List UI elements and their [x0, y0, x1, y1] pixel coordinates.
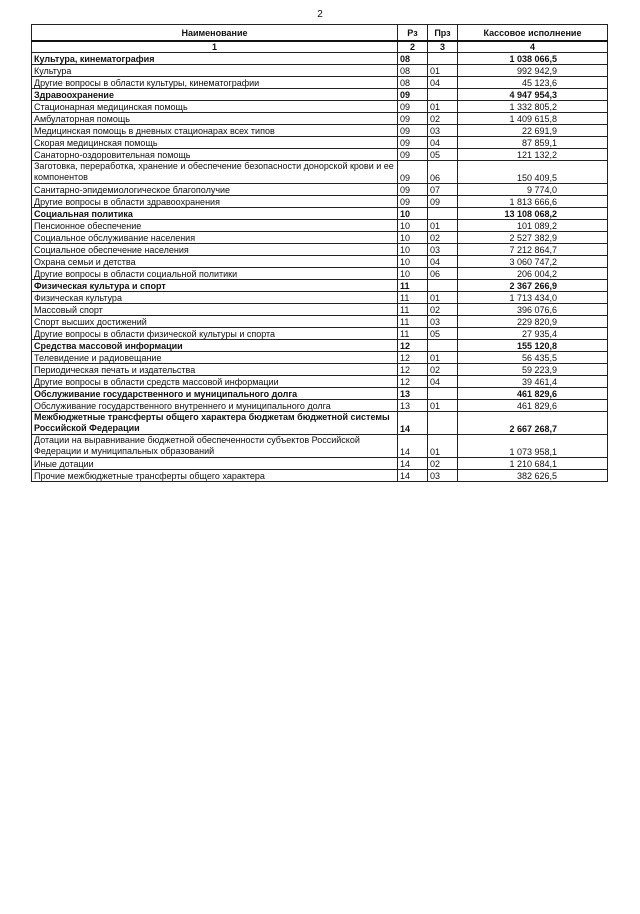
header-name: Наименование — [32, 25, 398, 42]
row-prz-cell: 06 — [428, 268, 458, 280]
row-prz-cell: 04 — [428, 256, 458, 268]
row-rz-cell: 09 — [398, 161, 428, 184]
row-rz-cell: 10 — [398, 268, 428, 280]
row-rz-cell: 09 — [398, 113, 428, 125]
table-row — [32, 458, 608, 470]
row-name-cell: Межбюджетные трансферты общего характера бюджетам бюджетной системы Российской Федерации — [32, 412, 398, 435]
row-rz-cell: 09 — [398, 149, 428, 161]
row-sum-cell: 1 210 684,1 — [458, 458, 608, 470]
row-sum-cell: 3 060 747,2 — [458, 256, 608, 268]
row-prz-cell: 04 — [428, 77, 458, 89]
row-prz-cell — [428, 388, 458, 400]
row-name-cell: Периодическая печать и издательства — [32, 364, 398, 376]
row-name-cell: Другие вопросы в области физической культуры и спорта — [32, 328, 398, 340]
row-rz-cell: 14 — [398, 458, 428, 470]
row-rz-cell: 08 — [398, 77, 428, 89]
table-row — [32, 268, 608, 280]
row-prz-cell: 06 — [428, 161, 458, 184]
row-name-cell: Медицинская помощь в дневных стационарах всех типов — [32, 125, 398, 137]
header-rz: Рз — [398, 25, 428, 42]
row-sum-cell: 1 038 066,5 — [458, 53, 608, 65]
row-name-cell: Пенсионное обеспечение — [32, 220, 398, 232]
row-sum-cell: 45 123,6 — [458, 77, 608, 89]
row-name-cell: Прочие межбюджетные трансферты общего характера — [32, 470, 398, 482]
row-prz-cell: 04 — [428, 376, 458, 388]
row-sum-cell: 992 942,9 — [458, 65, 608, 77]
row-rz-cell: 10 — [398, 232, 428, 244]
table-row — [32, 470, 608, 482]
row-prz-cell: 05 — [428, 328, 458, 340]
row-rz-cell: 13 — [398, 388, 428, 400]
table-row — [32, 101, 608, 113]
row-prz-cell — [428, 280, 458, 292]
row-name-cell: Здравоохранение — [32, 89, 398, 101]
row-rz-cell: 14 — [398, 435, 428, 458]
row-sum-cell: 461 829,6 — [458, 400, 608, 412]
table-section-row — [32, 89, 608, 101]
row-sum-cell: 396 076,6 — [458, 304, 608, 316]
row-prz-cell: 02 — [428, 458, 458, 470]
row-sum-cell: 59 223,9 — [458, 364, 608, 376]
row-rz-cell: 14 — [398, 412, 428, 435]
table-row — [32, 137, 608, 149]
row-name-cell: Другие вопросы в области культуры, кинематографии — [32, 77, 398, 89]
row-prz-cell: 02 — [428, 232, 458, 244]
row-rz-cell: 10 — [398, 208, 428, 220]
row-prz-cell: 02 — [428, 364, 458, 376]
row-sum-cell: 1 813 666,6 — [458, 196, 608, 208]
table-row — [32, 304, 608, 316]
page-number: 2 — [317, 9, 323, 20]
row-prz-cell — [428, 53, 458, 65]
table-section-row — [32, 340, 608, 352]
row-name-cell: Культура — [32, 65, 398, 77]
row-prz-cell: 03 — [428, 125, 458, 137]
row-rz-cell: 11 — [398, 316, 428, 328]
table-row — [32, 244, 608, 256]
row-prz-cell: 05 — [428, 149, 458, 161]
row-name-cell: Обслуживание государственного внутреннего и муниципального долга — [32, 400, 398, 412]
row-sum-cell: 2 527 382,9 — [458, 232, 608, 244]
row-name-cell: Иные дотации — [32, 458, 398, 470]
row-prz-cell: 01 — [428, 101, 458, 113]
row-rz-cell: 11 — [398, 292, 428, 304]
row-sum-cell: 229 820,9 — [458, 316, 608, 328]
row-name-cell: Заготовка, переработка, хранение и обеспечение безопасности донорской крови и ее компонентов — [32, 161, 398, 184]
table-row — [32, 352, 608, 364]
row-name-cell: Другие вопросы в области здравоохранения — [32, 196, 398, 208]
row-name-cell: Спорт высших достижений — [32, 316, 398, 328]
row-name-cell: Социальное обслуживание населения — [32, 232, 398, 244]
row-rz-cell: 09 — [398, 89, 428, 101]
table-row — [32, 149, 608, 161]
table-row — [32, 196, 608, 208]
row-sum-cell: 13 108 068,2 — [458, 208, 608, 220]
row-sum-cell: 206 004,2 — [458, 268, 608, 280]
table-header — [32, 25, 608, 53]
row-name-cell: Обслуживание государственного и муниципального долга — [32, 388, 398, 400]
table-row — [32, 435, 608, 458]
row-name-cell: Санитарно-эпидемиологическое благополучие — [32, 184, 398, 196]
row-rz-cell: 10 — [398, 244, 428, 256]
row-sum-cell: 22 691,9 — [458, 125, 608, 137]
table-body — [32, 53, 608, 482]
header-number: 1 — [32, 41, 398, 53]
row-sum-cell: 39 461,4 — [458, 376, 608, 388]
table-row — [32, 256, 608, 268]
row-sum-cell: 461 829,6 — [458, 388, 608, 400]
row-prz-cell: 01 — [428, 65, 458, 77]
table-section-row — [32, 388, 608, 400]
row-sum-cell: 155 120,8 — [458, 340, 608, 352]
row-prz-cell — [428, 412, 458, 435]
row-prz-cell: 02 — [428, 304, 458, 316]
row-name-cell: Телевидение и радиовещание — [32, 352, 398, 364]
row-prz-cell — [428, 89, 458, 101]
row-sum-cell: 1 409 615,8 — [458, 113, 608, 125]
row-rz-cell: 09 — [398, 125, 428, 137]
table-row — [32, 125, 608, 137]
row-prz-cell: 04 — [428, 137, 458, 149]
table-row — [32, 232, 608, 244]
table-row — [32, 77, 608, 89]
row-rz-cell: 13 — [398, 400, 428, 412]
table-row — [32, 184, 608, 196]
row-name-cell: Культура, кинематография — [32, 53, 398, 65]
row-rz-cell: 11 — [398, 328, 428, 340]
row-prz-cell — [428, 340, 458, 352]
table-section-row — [32, 280, 608, 292]
row-sum-cell: 121 132,2 — [458, 149, 608, 161]
row-name-cell: Физическая культура — [32, 292, 398, 304]
row-rz-cell: 14 — [398, 470, 428, 482]
row-name-cell: Санаторно-оздоровительная помощь — [32, 149, 398, 161]
row-prz-cell: 01 — [428, 435, 458, 458]
row-sum-cell: 1 332 805,2 — [458, 101, 608, 113]
row-name-cell: Дотации на выравнивание бюджетной обеспеченности субъектов Российской Федерации и муниципальных образований — [32, 435, 398, 458]
row-prz-cell: 01 — [428, 400, 458, 412]
row-name-cell: Амбулаторная помощь — [32, 113, 398, 125]
header-number: 4 — [458, 41, 608, 53]
row-prz-cell — [428, 208, 458, 220]
table-row — [32, 400, 608, 412]
header-number: 2 — [398, 41, 428, 53]
row-sum-cell: 87 859,1 — [458, 137, 608, 149]
table-row — [32, 113, 608, 125]
row-prz-cell: 03 — [428, 244, 458, 256]
table-section-row — [32, 53, 608, 65]
row-prz-cell: 03 — [428, 316, 458, 328]
row-name-cell: Другие вопросы в области социальной политики — [32, 268, 398, 280]
row-sum-cell: 101 089,2 — [458, 220, 608, 232]
row-name-cell: Массовый спорт — [32, 304, 398, 316]
row-sum-cell: 9 774,0 — [458, 184, 608, 196]
row-name-cell: Другие вопросы в области средств массовой информации — [32, 376, 398, 388]
row-rz-cell: 10 — [398, 256, 428, 268]
row-prz-cell: 09 — [428, 196, 458, 208]
row-rz-cell: 09 — [398, 137, 428, 149]
table-row — [32, 292, 608, 304]
row-prz-cell: 03 — [428, 470, 458, 482]
row-sum-cell: 7 212 864,7 — [458, 244, 608, 256]
row-sum-cell: 150 409,5 — [458, 161, 608, 184]
table-section-row — [32, 412, 608, 435]
row-rz-cell: 09 — [398, 196, 428, 208]
row-sum-cell: 2 367 266,9 — [458, 280, 608, 292]
table-row — [32, 376, 608, 388]
row-rz-cell: 12 — [398, 340, 428, 352]
row-name-cell: Социальное обеспечение населения — [32, 244, 398, 256]
row-name-cell: Социальная политика — [32, 208, 398, 220]
row-sum-cell: 2 667 268,7 — [458, 412, 608, 435]
header-row — [32, 25, 608, 42]
row-name-cell: Стационарная медицинская помощь — [32, 101, 398, 113]
table-row — [32, 161, 608, 184]
row-rz-cell: 09 — [398, 101, 428, 113]
row-sum-cell: 27 935,4 — [458, 328, 608, 340]
row-name-cell: Средства массовой информации — [32, 340, 398, 352]
row-prz-cell: 07 — [428, 184, 458, 196]
row-rz-cell: 08 — [398, 65, 428, 77]
row-name-cell: Скорая медицинская помощь — [32, 137, 398, 149]
row-prz-cell: 02 — [428, 113, 458, 125]
row-rz-cell: 12 — [398, 364, 428, 376]
table-row — [32, 65, 608, 77]
row-sum-cell: 56 435,5 — [458, 352, 608, 364]
table-row — [32, 364, 608, 376]
budget-execution-table — [31, 24, 608, 482]
table-row — [32, 220, 608, 232]
row-name-cell: Охрана семьи и детства — [32, 256, 398, 268]
table-row — [32, 328, 608, 340]
row-rz-cell: 09 — [398, 184, 428, 196]
table-row — [32, 316, 608, 328]
row-sum-cell: 382 626,5 — [458, 470, 608, 482]
table-section-row — [32, 208, 608, 220]
row-prz-cell: 01 — [428, 352, 458, 364]
header-sum: Кассовое исполнение — [458, 25, 608, 42]
header-prz: Прз — [428, 25, 458, 42]
row-name-cell: Физическая культура и спорт — [32, 280, 398, 292]
header-number-row — [32, 41, 608, 53]
row-sum-cell: 4 947 954,3 — [458, 89, 608, 101]
row-sum-cell: 1 073 958,1 — [458, 435, 608, 458]
row-rz-cell: 11 — [398, 304, 428, 316]
row-prz-cell: 01 — [428, 292, 458, 304]
row-prz-cell: 01 — [428, 220, 458, 232]
header-number: 3 — [428, 41, 458, 53]
row-rz-cell: 12 — [398, 352, 428, 364]
row-rz-cell: 10 — [398, 220, 428, 232]
row-sum-cell: 1 713 434,0 — [458, 292, 608, 304]
row-rz-cell: 08 — [398, 53, 428, 65]
row-rz-cell: 12 — [398, 376, 428, 388]
row-rz-cell: 11 — [398, 280, 428, 292]
